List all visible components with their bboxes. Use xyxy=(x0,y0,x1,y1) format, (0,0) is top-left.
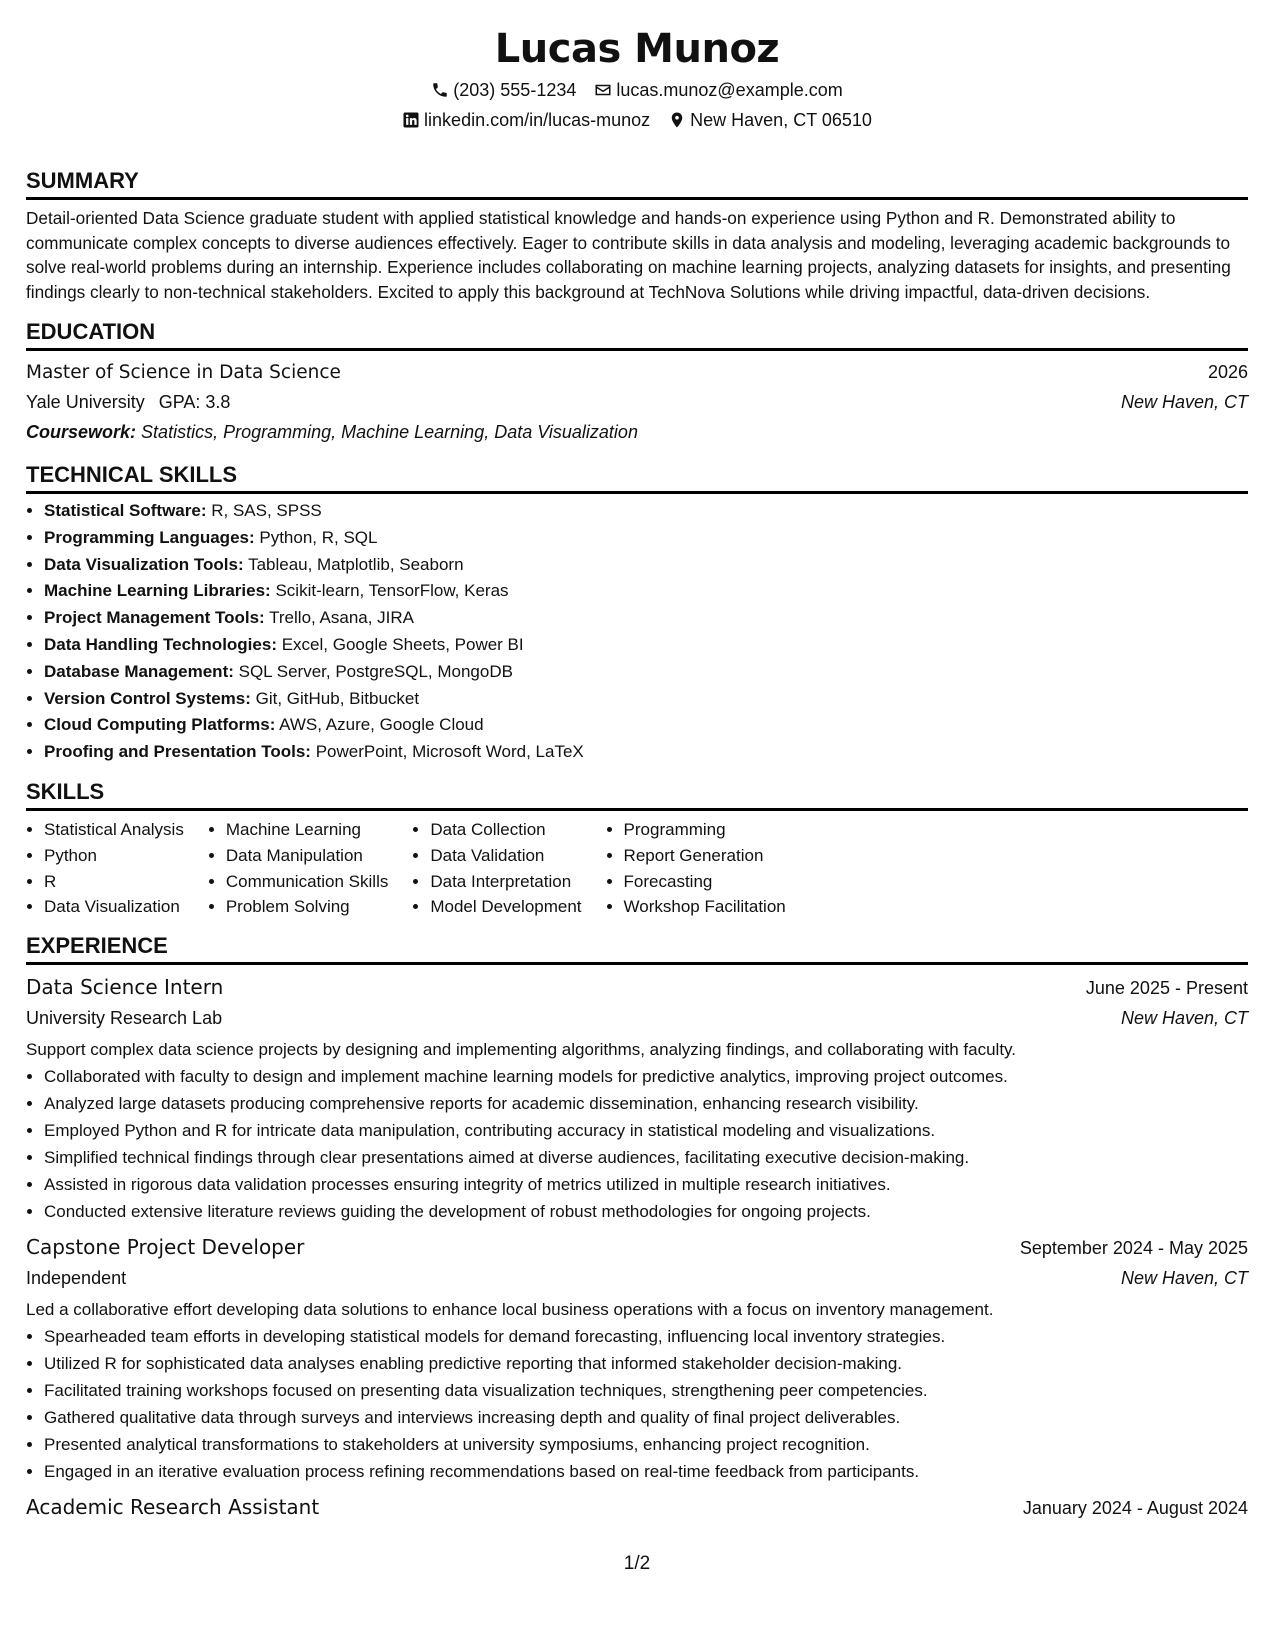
skill-value: SQL Server, PostgreSQL, MongoDB xyxy=(238,661,513,681)
job-description: Support complex data science projects by designing and implementing algorithms, analyzing findings, and collaborating with faculty. xyxy=(26,1040,1017,1060)
contact-line-2 xyxy=(26,105,1248,135)
job-bullets xyxy=(26,1063,1248,1225)
education-heading: EDUCATION xyxy=(26,318,1248,351)
skills-heading: SKILLS xyxy=(26,778,1248,811)
resume-page xyxy=(26,0,1248,1650)
skill-label: Statistical Software: xyxy=(44,501,207,520)
skill-value: PowerPoint, Microsoft Word, LaTeX xyxy=(315,742,584,762)
linkedin-text[interactable]: linkedin.com/in/lucas-munoz xyxy=(424,110,651,130)
list-item xyxy=(44,578,1248,605)
list-item: • Data Interpretation xyxy=(430,869,581,895)
degree-name: Master of Science in Data Science xyxy=(26,362,341,383)
list-item: • Engaged in an iterative evaluation process refining recommendations based on real-time feedback from participants. xyxy=(44,1458,1248,1485)
job-entry xyxy=(26,971,1248,1225)
map-pin-icon xyxy=(668,111,686,129)
skill-label: Data Visualization Tools: xyxy=(44,554,244,574)
linkedin-contact[interactable] xyxy=(402,105,650,135)
list-item xyxy=(44,686,1248,713)
list-item: • Data Collection xyxy=(430,817,581,843)
list-item: • Employed Python and R for intricate data manipulation, contributing accuracy in statistical modeling and visualizations. xyxy=(44,1117,1248,1144)
job-title: Capstone Project Developer xyxy=(26,1235,305,1260)
list-item: • R xyxy=(44,869,184,895)
skill-value: Git, GitHub, Bitbucket xyxy=(255,688,420,708)
skill-value: R, SAS, SPSS xyxy=(211,501,322,520)
coursework-label: Coursework: xyxy=(26,422,137,442)
list-item: • Gathered qualitative data through surveys and interviews increasing depth and quality of final project deliverables. xyxy=(44,1404,1248,1431)
skill-label: Project Management Tools: xyxy=(44,608,265,628)
list-item xyxy=(44,632,1248,659)
linkedin-icon xyxy=(402,111,420,129)
education-degree-row xyxy=(26,357,1248,387)
list-item: • Conducted extensive literature reviews guiding the development of robust methodologies for ongoing projects. xyxy=(44,1198,1248,1225)
technical-skills-heading: TECHNICAL SKILLS xyxy=(26,461,1248,494)
skills-column-1 xyxy=(26,817,184,920)
list-item xyxy=(44,525,1248,552)
phone-text: (203) 555-1234 xyxy=(453,80,577,100)
list-item xyxy=(44,739,1248,766)
list-item: • Problem Solving xyxy=(226,894,389,920)
skills-column-2 xyxy=(208,817,389,920)
job-organization: University Research Lab xyxy=(26,1008,223,1029)
skills-column-4 xyxy=(606,817,786,920)
email-contact[interactable] xyxy=(594,75,842,105)
list-item: • Statistical Analysis xyxy=(44,817,184,843)
list-item xyxy=(44,659,1248,686)
list-item: • Machine Learning xyxy=(226,817,389,843)
job-bullets xyxy=(26,1323,1248,1485)
job-dates: September 2024 - May 2025 xyxy=(1019,1238,1248,1259)
skills-column-3 xyxy=(412,817,581,920)
list-item: • Presented analytical transformations to stakeholders at university symposiums, enhancing project recognition. xyxy=(44,1431,1248,1458)
skill-value: Excel, Google Sheets, Power BI xyxy=(281,634,524,654)
technical-skills-list xyxy=(26,498,1248,766)
coursework-list: Statistics, Programming, Machine Learning, Data Visualization xyxy=(141,422,638,442)
skill-label: Proofing and Presentation Tools: xyxy=(44,742,311,762)
job-entry xyxy=(26,1491,1248,1523)
list-item: • Simplified technical findings through clear presentations aimed at diverse audiences, facilitating executive decision-making. xyxy=(44,1144,1248,1171)
school-location: New Haven, CT xyxy=(1120,392,1248,412)
list-item: • Model Development xyxy=(430,894,581,920)
skill-value: AWS, Azure, Google Cloud xyxy=(279,715,484,735)
skill-value: Python, R, SQL xyxy=(259,527,378,547)
job-location: New Haven, CT xyxy=(1120,1268,1248,1289)
coursework-row xyxy=(26,417,1248,447)
list-item: • Communication Skills xyxy=(226,869,389,895)
list-item: • Report Generation xyxy=(624,843,786,869)
education-school-row xyxy=(26,387,1248,417)
list-item: • Forecasting xyxy=(624,869,786,895)
job-location: New Haven, CT xyxy=(1120,1008,1248,1029)
page-number: 1/2 xyxy=(623,1553,651,1574)
job-org-row xyxy=(26,1003,1248,1033)
job-entry xyxy=(26,1231,1248,1485)
location-text: New Haven, CT 06510 xyxy=(690,110,872,130)
skills-grid xyxy=(26,817,1248,920)
phone-icon xyxy=(431,81,449,99)
list-item: • Data Validation xyxy=(430,843,581,869)
list-item: • Utilized R for sophisticated data analyses enabling predictive reporting that informed stakeholder decision-making. xyxy=(44,1350,1248,1377)
skill-label: Version Control Systems: xyxy=(44,688,251,708)
candidate-name: Lucas Munoz xyxy=(494,26,780,72)
job-title-row xyxy=(26,971,1248,1003)
list-item xyxy=(44,498,1248,525)
summary-heading: SUMMARY xyxy=(26,167,1248,200)
skill-label: Database Management: xyxy=(44,661,234,681)
skill-value: Scikit-learn, TensorFlow, Keras xyxy=(275,581,509,601)
envelope-icon xyxy=(594,81,612,99)
job-dates: January 2024 - August 2024 xyxy=(1022,1498,1248,1519)
school-name: Yale University xyxy=(26,392,145,412)
skill-label: Cloud Computing Platforms: xyxy=(44,715,276,735)
graduation-year: 2026 xyxy=(1207,362,1248,382)
phone-contact xyxy=(431,75,576,105)
list-item: • Data Visualization xyxy=(44,894,184,920)
job-title-row xyxy=(26,1231,1248,1263)
job-title: Academic Research Assistant xyxy=(26,1495,320,1520)
job-title: Data Science Intern xyxy=(26,975,224,1000)
email-text[interactable]: lucas.munoz@example.com xyxy=(616,80,843,100)
job-description: Led a collaborative effort developing data solutions to enhance local business operations with a focus on inventory management. xyxy=(26,1300,994,1320)
list-item: • Workshop Facilitation xyxy=(624,894,786,920)
list-item: • Analyzed large datasets producing comprehensive reports for academic dissemination, enhancing research visibility. xyxy=(44,1090,1248,1117)
skill-label: Data Handling Technologies: xyxy=(44,634,277,654)
list-item xyxy=(44,712,1248,739)
skill-value: Tableau, Matplotlib, Seaborn xyxy=(248,554,464,574)
gpa: GPA: 3.8 xyxy=(158,392,231,412)
location-contact xyxy=(668,105,872,135)
skill-label: Programming Languages: xyxy=(44,527,255,547)
job-dates: June 2025 - Present xyxy=(1085,978,1248,999)
list-item: • Spearheaded team efforts in developing statistical models for demand forecasting, influencing local inventory strategies. xyxy=(44,1323,1248,1350)
summary-text: Detail-oriented Data Science graduate student with applied statistical knowledge and hands-on experience using Python and R. Demonstrated ability to communicate complex concepts to diverse audiences effectively. Eager to contribute skills in data analysis and modeling, leveraging academic backgrounds to solve real-world problems during an internship. Experience includes collaborating on machine learning projects, analyzing datasets for insights, and presenting findings clearly to non-technical stakeholders. Excited to apply this background at TechNova Solutions while driving impactful, data-driven decisions. xyxy=(26,208,1231,302)
resume-header xyxy=(26,23,1248,135)
contact-line-1 xyxy=(26,75,1248,105)
list-item xyxy=(44,605,1248,632)
list-item: • Collaborated with faculty to design and implement machine learning models for predictive analytics, improving project outcomes. xyxy=(44,1063,1248,1090)
skill-value: Trello, Asana, JIRA xyxy=(269,608,415,628)
list-item: • Facilitated training workshops focused on presenting data visualization techniques, strengthening peer competencies. xyxy=(44,1377,1248,1404)
list-item xyxy=(44,552,1248,579)
list-item: • Assisted in rigorous data validation processes ensuring integrity of metrics utilized in multiple research initiatives. xyxy=(44,1171,1248,1198)
skill-label: Machine Learning Libraries: xyxy=(44,581,271,601)
job-title-row xyxy=(26,1491,1248,1523)
job-org-row xyxy=(26,1263,1248,1293)
list-item: • Programming xyxy=(624,817,786,843)
list-item: • Python xyxy=(44,843,184,869)
list-item: • Data Manipulation xyxy=(226,843,389,869)
job-organization: Independent xyxy=(26,1268,127,1289)
experience-heading: EXPERIENCE xyxy=(26,932,1248,965)
